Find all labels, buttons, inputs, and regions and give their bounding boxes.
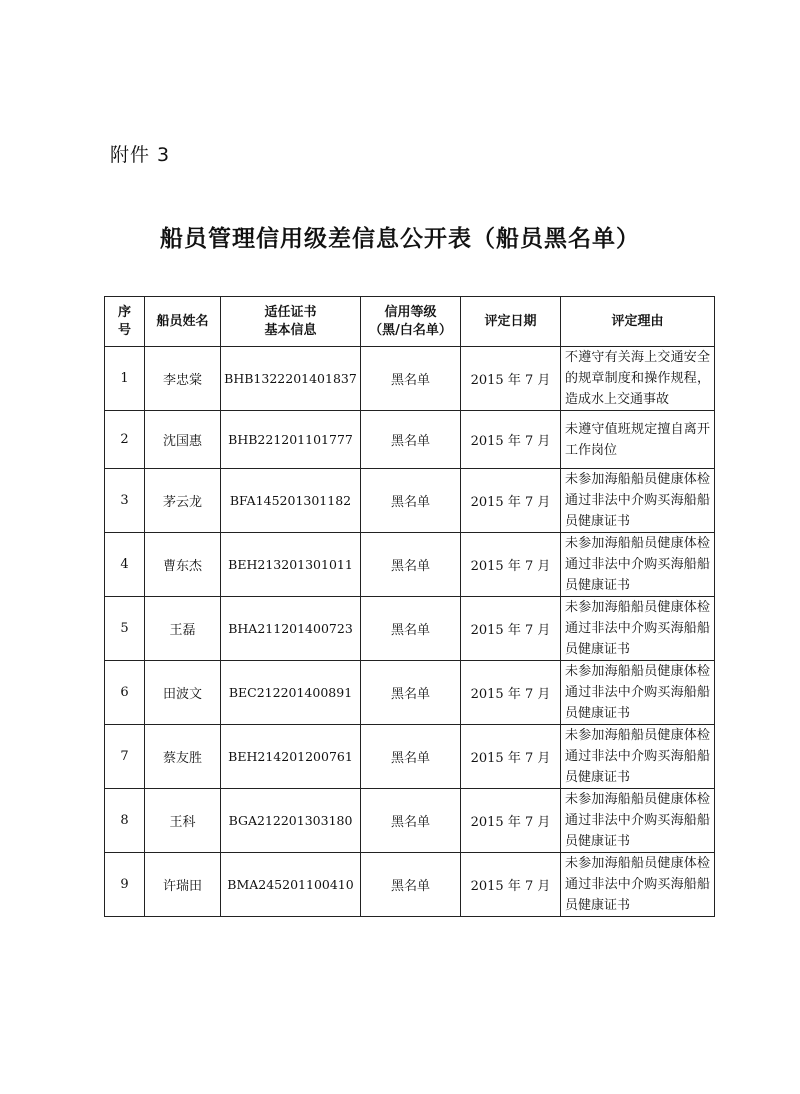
table-row: [105, 725, 715, 789]
cell-seq: 8: [105, 789, 145, 853]
header-cert: [221, 297, 361, 347]
table-row: [105, 853, 715, 917]
cell-seq: 4: [105, 533, 145, 597]
header-cert-line2: 基本信息: [264, 322, 317, 338]
cell-level: 黑名单: [361, 411, 461, 469]
attachment-label: 附件 3: [110, 144, 171, 166]
cell-level: 黑名单: [361, 469, 461, 533]
header-cert-line1: 适任证书: [264, 304, 317, 320]
cell-seq: 2: [105, 411, 145, 469]
blacklist-table: [104, 296, 715, 917]
cell-level: 黑名单: [361, 789, 461, 853]
table-row: [105, 411, 715, 469]
cell-name: 田波文: [145, 661, 221, 725]
cell-cert: BEH213201301011: [221, 533, 361, 597]
cell-name: 茅云龙: [145, 469, 221, 533]
table-row: [105, 789, 715, 853]
header-seq: [105, 297, 145, 347]
header-reason: 评定理由: [561, 297, 715, 347]
cell-date: 2015 年 7 月: [461, 411, 561, 469]
cell-reason: 未参加海船船员健康体检通过非法中介购买海船船员健康证书: [561, 661, 715, 725]
cell-cert: BMA245201100410: [221, 853, 361, 917]
cell-seq: 6: [105, 661, 145, 725]
cell-level: 黑名单: [361, 347, 461, 411]
cell-date: 2015 年 7 月: [461, 469, 561, 533]
cell-seq: 5: [105, 597, 145, 661]
cell-level: 黑名单: [361, 853, 461, 917]
header-level-line1: 信用等级: [384, 304, 437, 320]
cell-cert: BHA211201400723: [221, 597, 361, 661]
table-row: [105, 661, 715, 725]
cell-level: 黑名单: [361, 597, 461, 661]
cell-date: 2015 年 7 月: [461, 597, 561, 661]
cell-seq: 9: [105, 853, 145, 917]
header-seq-line2: 号: [117, 322, 131, 338]
cell-reason: 未遵守值班规定擅自离开工作岗位: [561, 411, 715, 469]
header-level-line2: （黑/白名单）: [369, 322, 452, 338]
cell-date: 2015 年 7 月: [461, 661, 561, 725]
cell-cert: BHB1322201401837: [221, 347, 361, 411]
cell-date: 2015 年 7 月: [461, 725, 561, 789]
cell-level: 黑名单: [361, 661, 461, 725]
cell-cert: BGA212201303180: [221, 789, 361, 853]
cell-name: 许瑞田: [145, 853, 221, 917]
cell-reason: 未参加海船船员健康体检通过非法中介购买海船船员健康证书: [561, 853, 715, 917]
cell-date: 2015 年 7 月: [461, 533, 561, 597]
cell-cert: BHB221201101777: [221, 411, 361, 469]
header-seq-line1: 序: [117, 304, 131, 320]
cell-name: 曹东杰: [145, 533, 221, 597]
table-row: [105, 469, 715, 533]
cell-name: 王磊: [145, 597, 221, 661]
cell-cert: BEC212201400891: [221, 661, 361, 725]
cell-cert: BFA145201301182: [221, 469, 361, 533]
cell-seq: 7: [105, 725, 145, 789]
cell-reason: 不遵守有关海上交通安全的规章制度和操作规程，造成水上交通事故: [561, 347, 715, 411]
table-header-row: [105, 297, 715, 347]
cell-level: 黑名单: [361, 725, 461, 789]
cell-seq: 1: [105, 347, 145, 411]
cell-level: 黑名单: [361, 533, 461, 597]
cell-date: 2015 年 7 月: [461, 853, 561, 917]
cell-cert: BEH214201200761: [221, 725, 361, 789]
cell-date: 2015 年 7 月: [461, 347, 561, 411]
cell-name: 李忠棠: [145, 347, 221, 411]
table-row: [105, 597, 715, 661]
cell-name: 沈国惠: [145, 411, 221, 469]
table-row: [105, 347, 715, 411]
cell-reason: 未参加海船船员健康体检通过非法中介购买海船船员健康证书: [561, 789, 715, 853]
header-date: 评定日期: [461, 297, 561, 347]
cell-seq: 3: [105, 469, 145, 533]
header-name: 船员姓名: [145, 297, 221, 347]
page-title: 船员管理信用级差信息公开表（船员黑名单）: [160, 226, 640, 252]
header-level: [361, 297, 461, 347]
cell-reason: 未参加海船船员健康体检通过非法中介购买海船船员健康证书: [561, 725, 715, 789]
cell-reason: 未参加海船船员健康体检通过非法中介购买海船船员健康证书: [561, 533, 715, 597]
cell-reason: 未参加海船船员健康体检通过非法中介购买海船船员健康证书: [561, 597, 715, 661]
cell-name: 王科: [145, 789, 221, 853]
cell-reason: 未参加海船船员健康体检通过非法中介购买海船船员健康证书: [561, 469, 715, 533]
table-row: [105, 533, 715, 597]
cell-date: 2015 年 7 月: [461, 789, 561, 853]
cell-name: 蔡友胜: [145, 725, 221, 789]
